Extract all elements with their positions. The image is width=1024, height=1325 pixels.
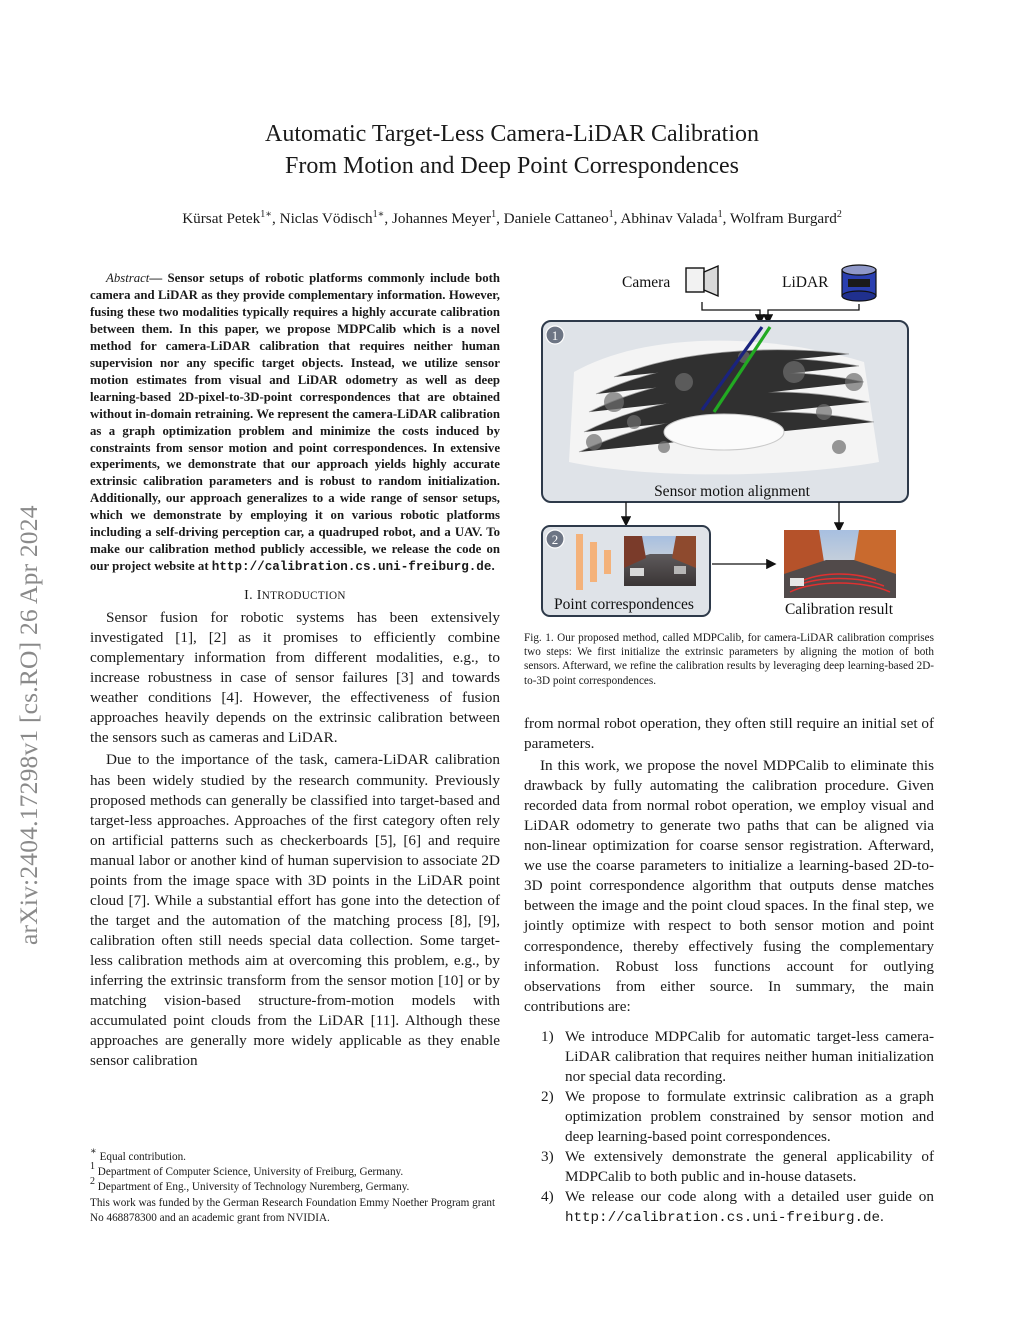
author-name: Abhinav Valada bbox=[620, 210, 718, 227]
author-name: Daniele Cattaneo bbox=[503, 210, 609, 227]
author-name: Kürsat Petek bbox=[182, 210, 261, 227]
abstract bbox=[90, 270, 500, 576]
intro-paragraph-1: Sensor fusion for robotic systems has been extensively investigated [1], [2] as it promises to efficiently combine complementary information from different modalities, e.g., to increase robustness in case of sensor failures [3] and towards weather conditions [4]. However, the effectiveness of fusion approaches heavily depends on the extrinsic calibration between the sensors such as cameras and LiDAR. bbox=[90, 609, 500, 747]
abstract-dash: — bbox=[149, 271, 163, 285]
footnote-mark: 2 bbox=[90, 1176, 95, 1188]
author-name: Johannes Meyer bbox=[391, 210, 492, 227]
author-affiliation-mark: 1∗ bbox=[260, 209, 273, 220]
contribution-item bbox=[524, 1087, 934, 1147]
figure-caption: Fig. 1. Our proposed method, called MDPCalib, for camera-LiDAR calibration comprises two steps: We first initialize the extrinsic parameters by aligning the motion of both sensors. Afterward, we refine the calibration results by leveraging deep learning-based 2D-to-3D point correspondences. bbox=[524, 632, 934, 687]
lidar-icon bbox=[842, 265, 876, 301]
footnote-text: Department of Eng., University of Technology Nuremberg, Germany. bbox=[95, 1181, 410, 1194]
author-affiliation-mark: 2 bbox=[836, 209, 842, 220]
contribution-text: We propose to formulate extrinsic calibration as a graph optimization problem constrained by sensor motion and deep learning-based point correspondences. bbox=[565, 1087, 934, 1145]
arxiv-identifier-stamp: arXiv:2404.17298v1 [cs.RO] 26 Apr 2024 bbox=[14, 505, 43, 945]
footnote-mark: ∗ bbox=[90, 1146, 97, 1157]
contribution-item bbox=[524, 1027, 934, 1087]
right-paragraph-2: In this work, we propose the novel MDPCalib to eliminate this drawback by fully automating the calibration procedure. Given recorded data from normal robot operation, we employ visual and LiDAR odometry to generate two paths that can be aligned via non-linear optimization for coarse sensor registration. Afterward, we use the coarse parameters to initialize a learning-based 2D-to-3D point correspondence algorithm that outputs dense matches between the image and the point cloud spaces. In the final step, we jointly optimize with respect to both sensor motion and point correspondence, thereby effectively fusing the complementary information. Robust loss functions account for outlying observations from either source. In summary, the main contributions are: bbox=[524, 757, 934, 1015]
contribution-number: 4) bbox=[541, 1188, 554, 1206]
step-2-box bbox=[542, 526, 710, 616]
contribution-text: We introduce MDPCalib for automatic target-less camera-LiDAR calibration that requires neither human initialization nor special data recording. bbox=[565, 1027, 934, 1085]
step-1-box bbox=[542, 321, 908, 502]
calibration-result-label: Calibration result bbox=[784, 601, 894, 618]
step-1-label: Sensor motion alignment bbox=[654, 483, 810, 500]
right-column bbox=[524, 714, 934, 1228]
contribution-number: 2) bbox=[541, 1087, 554, 1105]
footnote-affiliation-2 bbox=[90, 1176, 510, 1195]
footnote-mark: 1 bbox=[90, 1161, 95, 1173]
footnote-text: Department of Computer Science, University of Freiburg, Germany. bbox=[95, 1166, 404, 1179]
section-number: I. bbox=[244, 588, 253, 604]
author-name: Wolfram Burgard bbox=[729, 210, 837, 227]
step-1-badge: 1 bbox=[551, 328, 559, 343]
contribution-text: We extensively demonstrate the general applicability of MDPCalib to both public and in-house datasets. bbox=[565, 1147, 934, 1186]
lidar-point-cloud bbox=[569, 341, 879, 475]
footnote-equal-contribution bbox=[90, 1146, 510, 1165]
intro-paragraph-2: Due to the importance of the task, camera-LiDAR calibration has been widely studied by the research community. Previously proposed methods can generally be classified into target-based and target-less approaches. Approaches of the first category often rely on artificial patterns such as checkerboards [5], [6] and require manual labor or another kind of human supervision to associate 2D points from the image space with 3D points in the LiDAR point cloud [7]. While a substantial effort has gone into the detection of the target and the automation of the matching process [8], [9], calibration often still needs special data collection. Some target-less calibration methods aim at overcoming this problem, e.g., by inferring the extrinsic transform from the sensor motion [10] or by matching vision-based structure-from-motion models with accumulated point clouds from the LiDAR [11]. Although these approaches are generally more widely applicable as they enable sensor calibration bbox=[90, 751, 500, 1070]
contribution-item bbox=[524, 1187, 934, 1228]
author-name: Niclas Vödisch bbox=[279, 210, 373, 227]
abstract-lead: Abstract bbox=[106, 271, 150, 285]
paper-title bbox=[120, 118, 904, 182]
method-overview-figure bbox=[534, 262, 924, 624]
section-heading-introduction bbox=[90, 588, 500, 604]
title-line-2: From Motion and Deep Point Correspondences bbox=[285, 153, 739, 179]
contribution-number: 3) bbox=[541, 1147, 554, 1165]
footnote-text: Equal contribution. bbox=[96, 1151, 186, 1163]
calibration-result-image bbox=[784, 530, 896, 598]
camera-icon bbox=[686, 266, 718, 296]
contribution-end: . bbox=[880, 1208, 884, 1226]
contribution-text: We release our code along with a detailed user guide on bbox=[565, 1188, 934, 1206]
section-first-letter: I bbox=[256, 588, 262, 604]
step-2-label: Point correspondences bbox=[554, 596, 694, 613]
author-list: Kürsat Petek$^{1∗}$, Niclas Vödisch$^{1∗}$, Johannes Meyer$^1$, Daniele Cattaneo$^1$, Abhinav Valada$^1$, Wolfram Burgard$^2$ bbox=[182, 209, 842, 227]
author-affiliation-mark: 1 bbox=[717, 209, 723, 220]
contributions-list bbox=[524, 1027, 934, 1228]
author-affiliation-mark: 1 bbox=[491, 209, 497, 220]
author-affiliation-mark: 1∗ bbox=[372, 209, 385, 220]
abstract-end: . bbox=[491, 559, 495, 574]
contribution-number: 1) bbox=[541, 1027, 554, 1045]
right-paragraph-1: from normal robot operation, they often still require an initial set of parameters. bbox=[524, 715, 934, 753]
code-release-link[interactable]: http://calibration.cs.uni-freiburg.de bbox=[565, 1210, 881, 1227]
project-website-link[interactable]: http://calibration.cs.uni-freiburg.de bbox=[211, 560, 492, 575]
section-title-rest: NTRODUCTION bbox=[261, 590, 346, 603]
left-column bbox=[90, 270, 500, 1071]
sensor-connectors bbox=[702, 302, 859, 322]
camera-label: Camera bbox=[622, 274, 671, 291]
street-image-thumbnail bbox=[624, 536, 696, 586]
footnotes bbox=[90, 1146, 510, 1226]
footnote-affiliation-1 bbox=[90, 1161, 510, 1180]
abstract-text: Sensor setups of robotic platforms commonly include both camera and LiDAR as they provide complementary information. However, fusing these two modalities typically requires a highly accurate calibration between them. In this paper, we propose MDPCalib which is a novel method for camera-LiDAR calibration that requires neither human supervision nor any specific target objects. Instead, we utilize sensor motion estimates from visual and LiDAR odometry as well as deep learning-based 2D-pixel-to-3D-point correspondences that are obtained without in-domain retraining. We represent the camera-LiDAR calibration as a graph optimization problem and minimize the costs induced by constraints from sensor motion and point correspondences. In extensive experiments, we demonstrate that our approach yields highly accurate extrinsic calibration parameters and is robust to random initialization. Additionally, our approach generalizes to a wide range of sensor setups, which we demonstrate by employing it on various robotic platforms including a self-driving perception car, a quadruped robot, and a UAV. To make our calibration method publicly accessible, we release the code on our project website at bbox=[90, 271, 500, 574]
lidar-label: LiDAR bbox=[782, 274, 829, 291]
author-affiliation-mark: 1 bbox=[608, 209, 614, 220]
footnote-funding: This work was funded by the German Research Foundation Emmy Noether Program grant No 468878300 and an academic grant from NVIDIA. bbox=[90, 1196, 496, 1224]
step-2-badge: 2 bbox=[551, 532, 559, 547]
contribution-item bbox=[524, 1147, 934, 1187]
title-line-1: Automatic Target-Less Camera-LiDAR Calibration bbox=[265, 121, 759, 147]
